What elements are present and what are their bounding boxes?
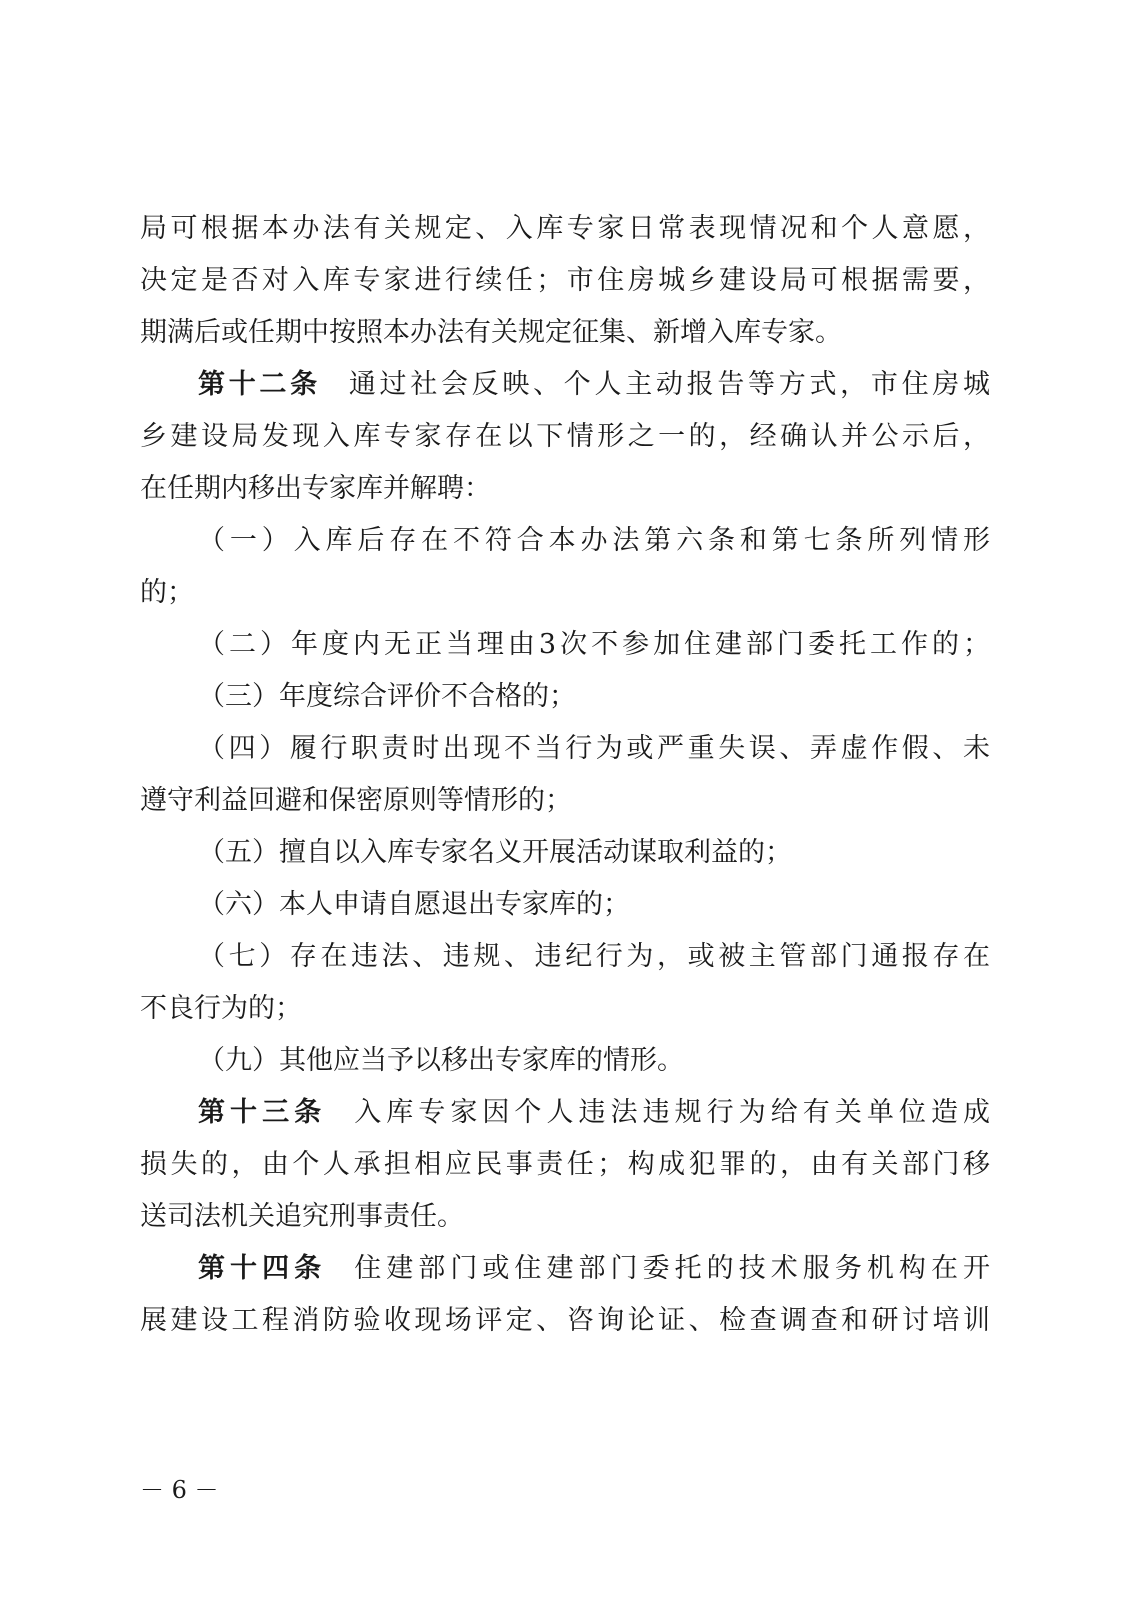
text-line: 期满后或任期中按照本办法有关规定征集、新增入库专家。 bbox=[140, 317, 842, 348]
text-line: 展建设工程消防验收现场评定、咨询论证、检查调查和研讨培训 bbox=[140, 1305, 990, 1336]
article-13-label: 第十三条 bbox=[198, 1097, 327, 1128]
list-item-9: （九）其他应当予以移出专家库的情形。 bbox=[198, 1045, 684, 1076]
article-12-label: 第十二条 bbox=[198, 369, 321, 400]
page-number: － 6 － bbox=[140, 1476, 219, 1504]
text-line: 决定是否对入库专家进行续任；市住房城乡建设局可根据需要， bbox=[140, 265, 990, 296]
text-line: 在任期内移出专家库并解聘： bbox=[140, 473, 491, 504]
text-line: 遵守利益回避和保密原则等情形的； bbox=[140, 785, 572, 816]
list-item-1: （一）入库后存在不符合本办法第六条和第七条所列情形 bbox=[198, 525, 990, 556]
list-item-2: （二）年度内无正当理由3次不参加住建部门委托工作的； bbox=[198, 629, 990, 660]
article-14-label: 第十四条 bbox=[198, 1253, 327, 1284]
list-item-3: （三）年度综合评价不合格的； bbox=[198, 681, 576, 712]
text-line: 损失的，由个人承担相应民事责任；构成犯罪的，由有关部门移 bbox=[140, 1149, 990, 1180]
list-item-5: （五）擅自以入库专家名义开展活动谋取利益的； bbox=[198, 837, 792, 868]
text-line: 送司法机关追究刑事责任。 bbox=[140, 1201, 464, 1232]
article-14-first-line bbox=[198, 1249, 990, 1289]
text-segment: 通过社会反映、个人主动报告等方式，市住房城 bbox=[348, 369, 990, 400]
article-12-first-line bbox=[198, 365, 990, 405]
text-line: 局可根据本办法有关规定、入库专家日常表现情况和个人意愿， bbox=[140, 213, 990, 244]
list-item-4: （四）履行职责时出现不当行为或严重失误、弄虚作假、未 bbox=[198, 733, 990, 764]
text-line: 不良行为的； bbox=[140, 993, 302, 1024]
text-segment: 住建部门或住建部门委托的技术服务机构在开 bbox=[354, 1253, 990, 1284]
list-item-7: （七）存在违法、违规、违纪行为，或被主管部门通报存在 bbox=[198, 941, 990, 972]
text-segment: 入库专家因个人违法违规行为给有关单位造成 bbox=[354, 1097, 990, 1128]
text-line: 乡建设局发现入库专家存在以下情形之一的，经确认并公示后， bbox=[140, 421, 990, 452]
article-13-first-line bbox=[198, 1093, 990, 1133]
list-item-6: （六）本人申请自愿退出专家库的； bbox=[198, 889, 630, 920]
text-line: 的； bbox=[140, 577, 194, 608]
